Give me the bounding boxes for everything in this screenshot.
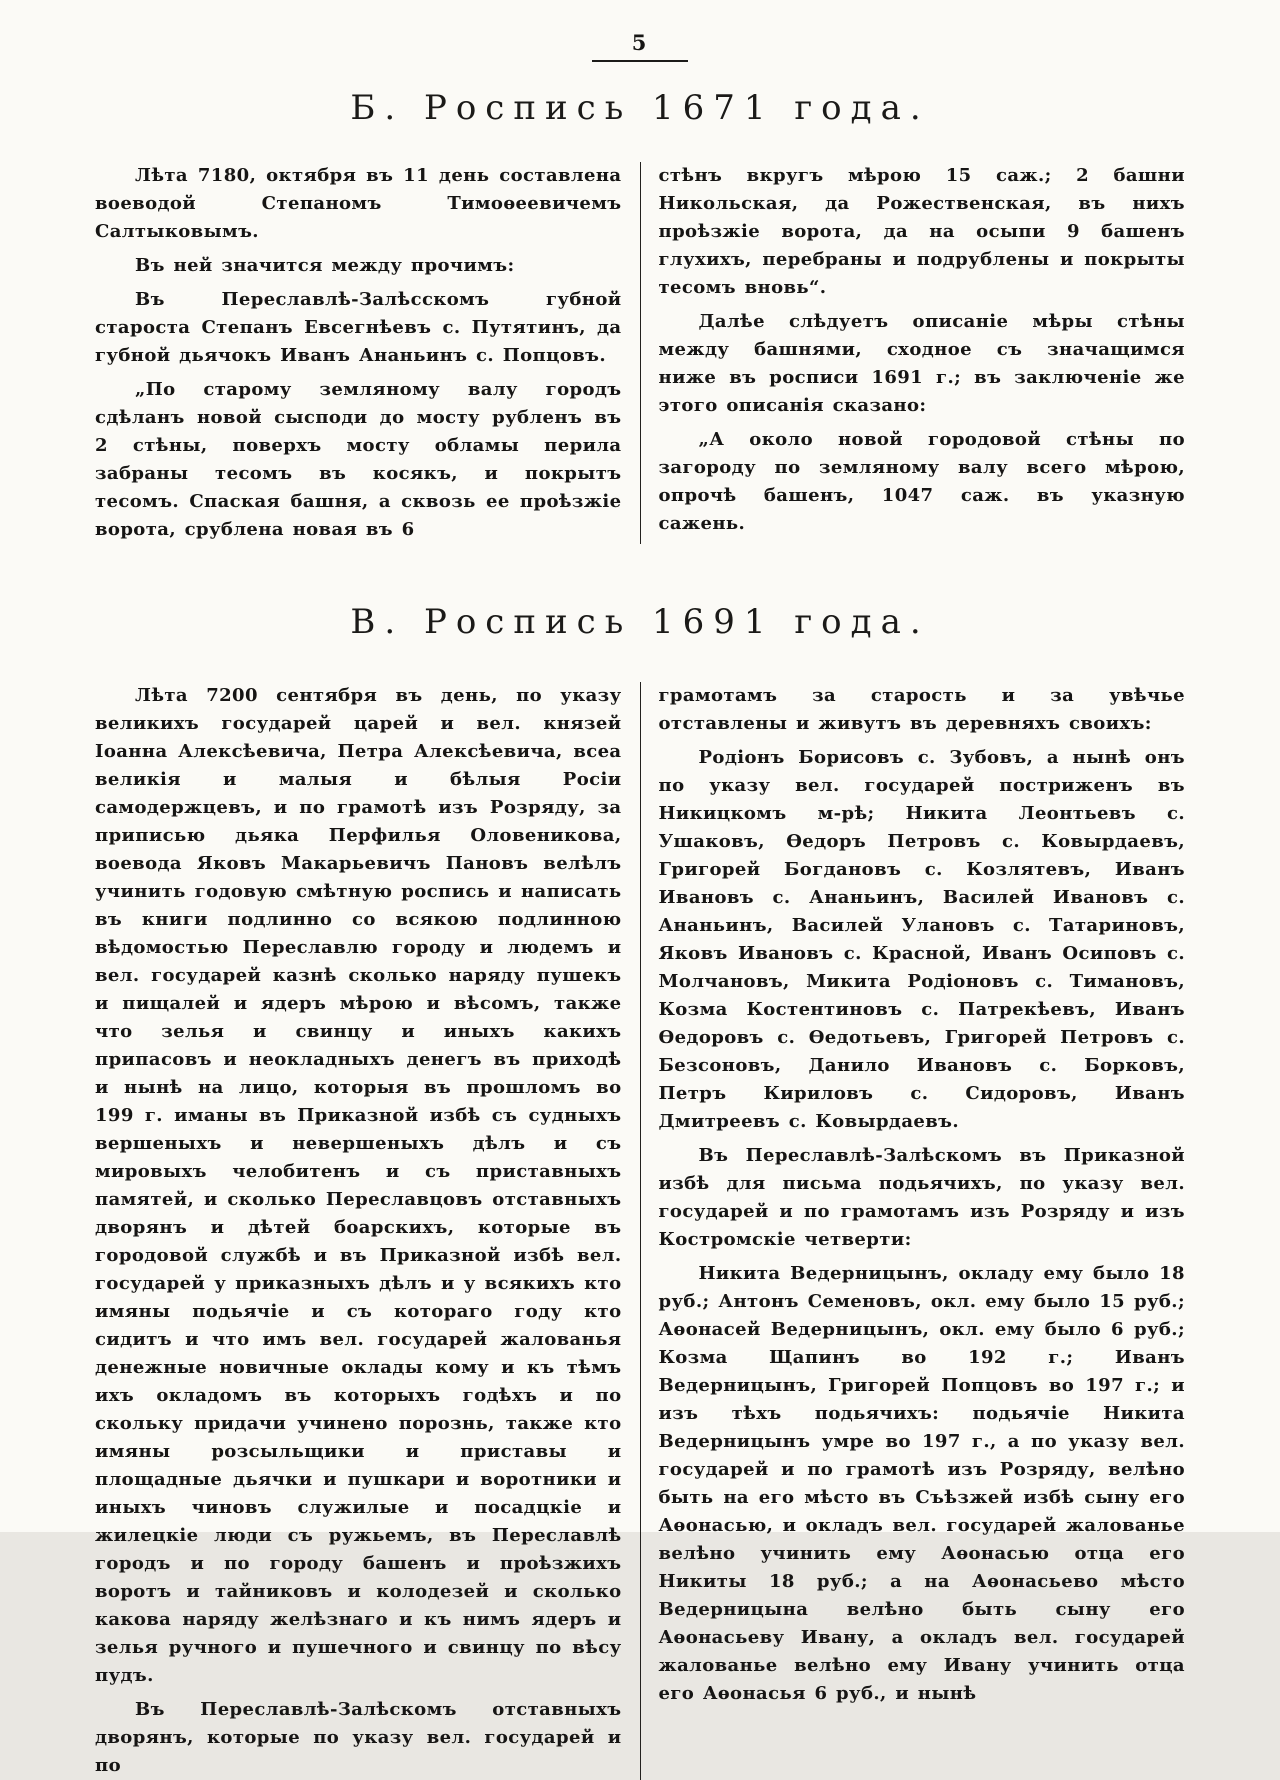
- paragraph: „По старому земляному валу городъ сдѣланъ новой сысподи до мосту рубленъ въ 2 стѣны, поверхъ мосту обламы перила забраны тесомъ въ косякъ, и покрытъ тесомъ. Спаская башня, а сквозь ее проѣзжіе ворота, срублена новая въ 6: [95, 379, 622, 540]
- paragraph: Въ ней значится между прочимъ:: [135, 255, 515, 276]
- paragraph: грамотамъ за старость и за увѣчье отставлены и живутъ въ деревняхъ своихъ:: [658, 685, 1185, 734]
- section-2-left-column: [95, 682, 640, 1780]
- section-1-left-column: [95, 162, 640, 544]
- paragraph: „А около новой городовой стѣны по загороду по земляному валу всего мѣрою, опрочѣ башенъ, 1047 саж. въ указную сажень.: [658, 429, 1185, 534]
- section-1-heading: Б. Роспись 1671 года.: [350, 88, 930, 128]
- paragraph: Лѣта 7200 сентября въ день, по указу великихъ государей царей и вел. князей Іоанна Алексѣевича, Петра Алексѣевича, всеа великія и малыя и бѣлыя Росіи самодержцевъ, и по грамотѣ изъ Розряду, за приписью дьяка Перфилья Оловеникова, воевода Яковъ Макарьевичъ Пановъ велѣлъ учинить годовую смѣтную роспись и написать въ книги подлинно со всякою подлинною вѣдомостью Переславлю городу и людемъ и вел. государей казнѣ сколько наряду пушекъ и пищалей и ядеръ мѣрою и вѣсомъ, также что зелья и свинцу и иныхъ какихъ припасовъ и неокладныхъ денегъ въ приходѣ и нынѣ на лицо, которыя въ прошломъ во 199 г. иманы въ Приказной избѣ съ судныхъ вершеныхъ и невершеныхъ дѣлъ и съ мировыхъ челобитенъ и съ приставныхъ памятей, и сколько Переславцовъ отставныхъ дворянъ и дѣтей боарскихъ, которые въ городовой службѣ и въ Приказной избѣ вел. государей у приказныхъ дѣлъ и у всякихъ кто имяны подьячіе и съ котораго году кто сидитъ и что имъ вел. государей жалованья денежные новичные оклады кому и къ тѣмъ ихъ окладомъ въ которыхъ годѣхъ и по скольку придачи учинено порознь, также кто имяны розсыльщики и приставы и площадные дьячки и пушкари и воротники и иныхъ чиновъ служилые и посадцкіе и жилецкіе люди съ ружьемъ, въ Переславлѣ городъ и по городу башенъ и проѣзжихъ воротъ и тайниковъ и колодезей и сколько какова наряду желѣзнаго и къ нимъ ядеръ и зелья ручного и пушечного и свинцу по вѣсу пудъ.: [95, 685, 622, 1686]
- section-2-heading: В. Роспись 1691 года.: [350, 602, 930, 642]
- page-header: [0, 0, 1280, 62]
- paragraph: Въ Переславлѣ-Залѣскомъ въ Приказной избѣ для письма подьячихъ, по указу вел. государей и по грамотамъ изъ Розряду и изъ Костромскіе четверти:: [658, 1145, 1185, 1250]
- section-1-columns: [0, 162, 1280, 544]
- section-2-columns: [0, 682, 1280, 1780]
- page-number: 5: [592, 30, 688, 62]
- section-2-right-column: [641, 682, 1186, 1780]
- paragraph: Родіонъ Борисовъ с. Зубовъ, а нынѣ онъ по указу вел. государей постриженъ въ Никицкомъ м-рѣ; Никита Леонтьевъ с. Ушаковъ, Ѳедоръ Петровъ с. Ковырдаевъ, Григорей Богдановъ с. Козлятевъ, Иванъ Ивановъ с. Ананьинъ, Василей Ивановъ с. Ананьинъ, Василей Улановъ с. Татариновъ, Яковъ Ивановъ с. Красной, Иванъ Осиповъ с. Молчановъ, Микита Родіоновъ с. Тимановъ, Козма Костентиновъ с. Патрекѣевъ, Иванъ Ѳедоровъ с. Ѳедотьевъ, Григорей Петровъ с. Безсоновъ, Данило Ивановъ с. Борковъ, Петръ Кириловъ с. Сидоровъ, Иванъ Дмитреевъ с. Ковырдаевъ.: [658, 747, 1185, 1132]
- paragraph: Лѣта 7180, октября въ 11 день составлена воеводой Степаномъ Тимоѳеевичемъ Салтыковымъ.: [95, 165, 622, 242]
- paragraph: Въ Переславлѣ-Залѣскомъ отставныхъ дворянъ, которые по указу вел. государей и по: [95, 1699, 622, 1776]
- paragraph: Въ Переславлѣ-Залѣсскомъ губной староста Степанъ Евсегнѣевъ с. Путятинъ, да губной дьячокъ Иванъ Ананьинъ с. Попцовъ.: [95, 289, 622, 366]
- section-1-right-column: [641, 162, 1186, 544]
- paragraph: стѣнъ вкругъ мѣрою 15 саж.; 2 башни Никольская, да Рожественская, въ нихъ проѣзжіе ворота, да на осыпи 9 башенъ глухихъ, перебраны и подрублены и покрыты тесомъ вновь“.: [658, 165, 1185, 298]
- paragraph: Никита Ведерницынъ, окладу ему было 18 руб.; Антонъ Семеновъ, окл. ему было 15 руб.; Аѳонасей Ведерницынъ, окл. ему было 6 руб.; Козма Щапинъ во 192 г.; Иванъ Ведерницынъ, Григорей Попцовъ во 197 г.; и изъ тѣхъ подьячихъ: подьячіе Никита Ведерницынъ умре во 197 г., а по указу вел. государей и по грамотѣ изъ Розряду, велѣно быть на его мѣсто въ Съѣзжей избѣ сыну его Аѳонасью, и окладъ вел. государей жалованье велѣно учинить ему Аѳонасью отца его Никиты 18 руб.; а на Аѳонасьево мѣсто Ведерницына велѣно быть сыну его Аѳонасьеву Ивану, а окладъ вел. государей жалованье велѣно ему Ивану учинить отца его Аѳонасья 6 руб., и нынѣ: [658, 1263, 1185, 1704]
- paragraph: Далѣе слѣдуетъ описаніе мѣры стѣны между башнями, сходное съ значащимся ниже въ росписи 1691 г.; въ заключеніе же этого описанія сказано:: [658, 311, 1185, 416]
